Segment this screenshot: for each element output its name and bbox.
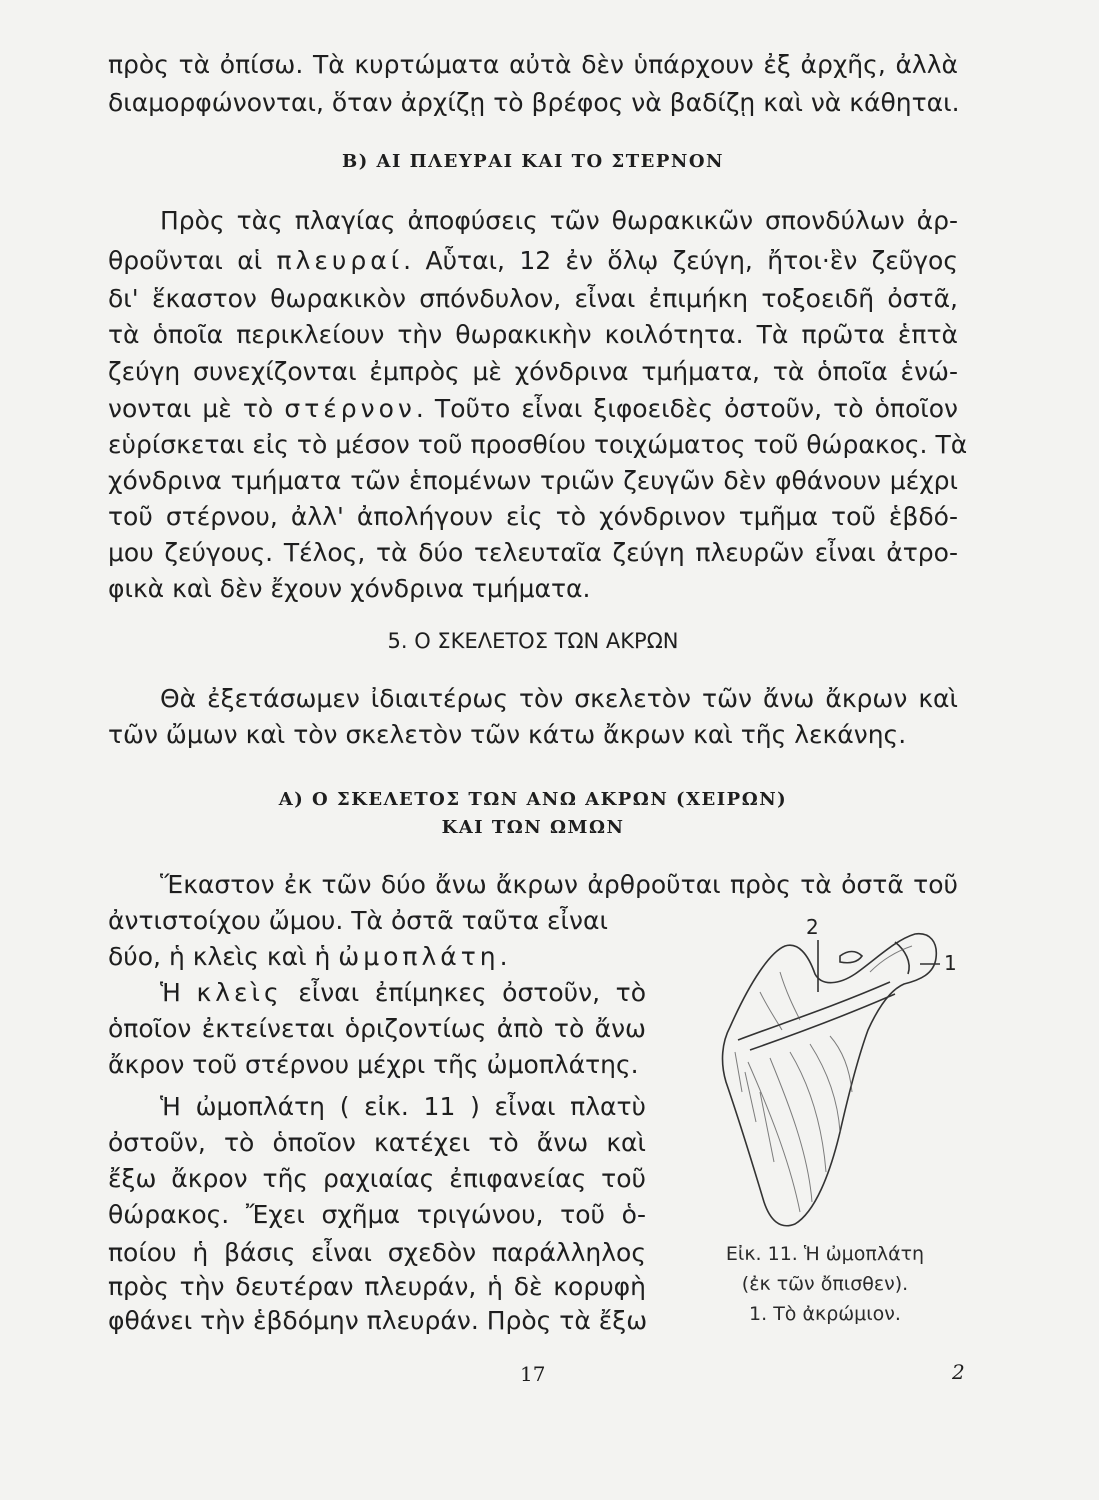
text-line: ζεύγη συνεχίζονται ἐμπρὸς μὲ χόνδρινα τμήματα, τὰ ὁποῖα ἑνώ- [108, 357, 958, 386]
text-line: ὀστοῦν, τὸ ὁποῖον κατέχει τὸ ἄνω καὶ [108, 1128, 646, 1157]
figure-caption-legend: 1. Τὸ ἀκρώμιον. [749, 1303, 901, 1325]
figure-caption-title: Εἰκ. 11. Ἡ ὠμοπλάτη [725, 1243, 925, 1265]
figure-label-2: 2 [806, 915, 819, 939]
emphasized-term: πλευραί [276, 246, 404, 275]
text-line: τοῦ στέρνου, ἀλλ' ἀπολήγουν εἰς τὸ χόνδρινον τμῆμα τοῦ ἑβδό- [108, 502, 958, 531]
text-line: θροῦνται αἱ πλευραί. Αὗται, 12 ἐν ὅλῳ ζεύγη, ἤτοι·ἓν ζεῦγος [108, 246, 958, 275]
text-line: πρὸς τὰ ὀπίσω. Τὰ κυρτώματα αὐτὰ δὲν ὑπάρχουν ἐξ ἀρχῆς, ἀλλὰ [108, 50, 958, 79]
emphasized-term: στέρνον [284, 394, 416, 423]
text-line: Ἡ ὠμοπλάτη ( εἰκ. 11 ) εἶναι πλατὺ [160, 1092, 646, 1121]
text-line: μου ζεύγους. Τέλος, τὰ δύο τελευταῖα ζεύγη πλευρῶν εἶναι ἀτρο- [108, 538, 958, 567]
text-line: ἔξω ἄκρον τῆς ραχιαίας ἐπιφανείας τοῦ [108, 1164, 646, 1193]
section-heading-ribs: Β) ΑΙ ΠΛΕΥΡΑΙ ΚΑΙ ΤΟ ΣΤΕΡΝΟΝ [342, 151, 724, 172]
text-line: ὁποῖον ἐκτείνεται ὁριζοντίως ἀπὸ τὸ ἄνω [108, 1014, 646, 1043]
text-line: διαμορφώνονται, ὅταν ἀρχίζῃ τὸ βρέφος νὰ βαδίζῃ καὶ νὰ κάθηται. [108, 88, 960, 117]
text-line: Ἡ κλεὶς εἶναι ἐπίμηκες ὀστοῦν, τὸ [160, 978, 646, 1007]
text-line: ποίου ἡ βάσις εἶναι σχεδὸν παράλληλος [108, 1238, 646, 1267]
text-line: τῶν ὤμων καὶ τὸν σκελετὸν τῶν κάτω ἄκρων καὶ τῆς λεκάνης. [108, 720, 907, 749]
text-line: ἄκρον τοῦ στέρνου μέχρι τῆς ὠμοπλάτης. [108, 1050, 639, 1079]
text-line: ἀντιστοίχου ὤμου. Τὰ ὀστᾶ ταῦτα εἶναι [108, 906, 608, 935]
section-heading-upper-limbs: Α) Ο ΣΚΕΛΕΤΟΣ ΤΩΝ ΑΝΩ ΑΚΡΩΝ (ΧΕΙΡΩΝ) [278, 789, 788, 810]
section-heading-upper-limbs-2: ΚΑΙ ΤΩΝ ΩΜΩΝ [441, 817, 625, 838]
text-line: δι' ἕκαστον θωρακικὸν σπόνδυλον, εἶναι ἐπιμήκη τοξοειδῆ ὀστᾶ, [108, 284, 958, 313]
text-line: χόνδρινα τμήματα τῶν ἑπομένων τριῶν ζευγῶν δὲν φθάνουν μέχρι [108, 466, 958, 495]
text-line: Ἕκαστον ἐκ τῶν δύο ἄνω ἄκρων ἀρθροῦται πρὸς τὰ ὀστᾶ τοῦ [160, 870, 958, 899]
figure-label-1: 1 [944, 951, 957, 975]
emphasized-term: ὠμοπλάτη [338, 942, 500, 971]
signature-mark: 2 [952, 1360, 965, 1384]
figure-caption-view: (ἐκ τῶν ὄπισθεν). [741, 1273, 909, 1295]
text-line: Θὰ ἐξετάσωμεν ἰδιαιτέρως τὸν σκελετὸν τῶν ἄνω ἄκρων καὶ [160, 684, 958, 713]
scapula-illustration [690, 912, 960, 1242]
text-line: τὰ ὁποῖα περικλείουν τὴν θωρακικὴν κοιλότητα. Τὰ πρῶτα ἑπτὰ [108, 320, 958, 349]
text-line: Πρὸς τὰς πλαγίας ἀποφύσεις τῶν θωρακικῶν σπονδύλων ἀρ- [160, 206, 958, 235]
emphasized-term: κλεὶς [196, 978, 283, 1007]
text-line: εὑρίσκεται εἰς τὸ μέσον τοῦ προσθίου τοιχώματος τοῦ θώρακος. Τὰ [108, 430, 968, 459]
text-line: θώρακος. Ἔχει σχῆμα τριγώνου, τοῦ ὁ- [108, 1200, 646, 1229]
text-line: δύο, ἡ κλεὶς καὶ ἡ ὠμοπλάτη. [108, 942, 508, 971]
text-line: νονται μὲ τὸ στέρνον. Τοῦτο εἶναι ξιφοειδὲς ὀστοῦν, τὸ ὁποῖον [108, 394, 958, 423]
section-title-limbs: 5. Ο ΣΚΕΛΕΤΟΣ ΤΩΝ ΑΚΡΩΝ [387, 629, 679, 653]
text-line: πρὸς τὴν δευτέραν πλευράν, ἡ δὲ κορυφὴ [108, 1272, 646, 1301]
text-line: φθάνει τὴν ἑβδόμην πλευράν. Πρὸς τὰ ἔξω [108, 1306, 648, 1335]
text-line: φικὰ καὶ δὲν ἔχουν χόνδρινα τμήματα. [108, 574, 591, 603]
page-number: 17 [520, 1362, 546, 1386]
